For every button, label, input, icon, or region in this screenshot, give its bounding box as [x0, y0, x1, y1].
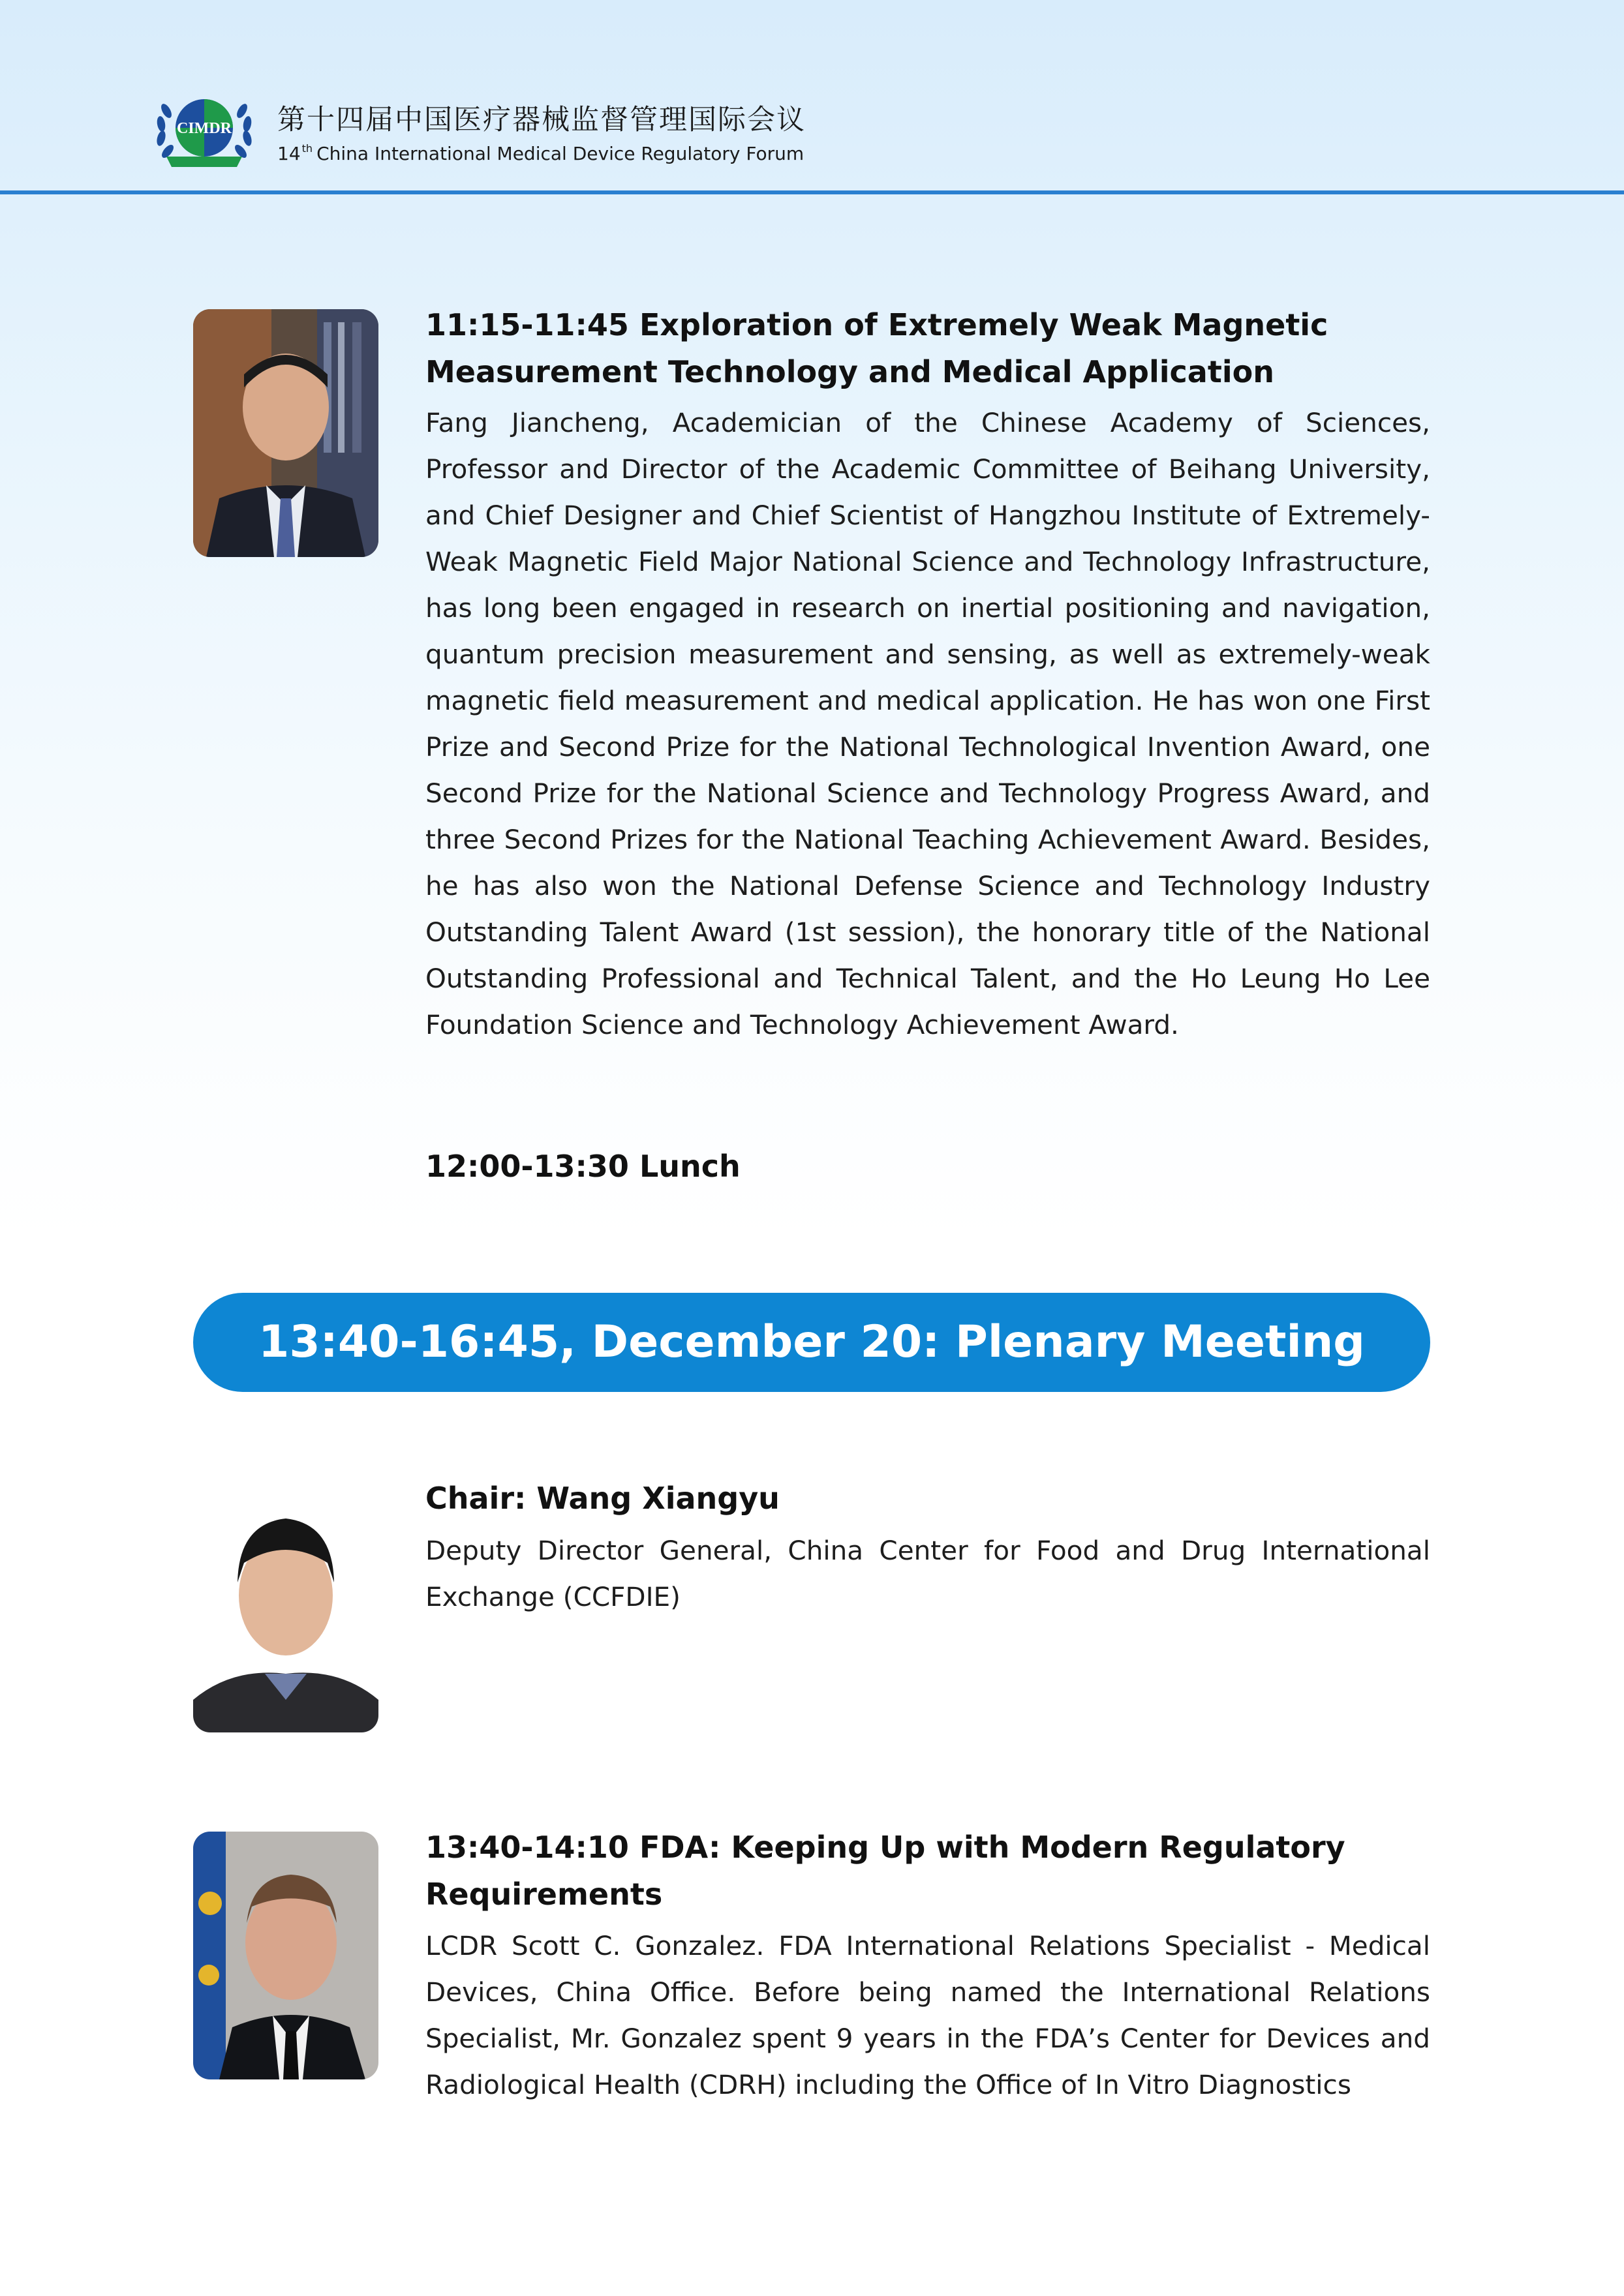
speaker-bio-fang: Fang Jiancheng, Academician of the Chinese Academy of Sciences, Professor and Director of the Academic Committee of Beihang University, and Chief Designer and Chief Scientist of Hangzhou Institute of Extremely-Weak Magnetic Field Major National Science and Technology Infrastructure, has long been engaged in research on inertial positioning and navigation, quantum precision measurement and sensing, as well as extremely-weak magnetic field measurement and medical application. He has won one First Prize and Second Prize for the National Technological Invention Award, one Second Prize for the National Science and Technology Progress Award, and three Second Prizes for the National Teaching Achievement Award. Besides, he has also won the National Defense Science and Technology Industry Outstanding Talent Award (1st session), the honorary title of the National Outstanding Professional and Technical Talent, and the Ho Leung Ho Lee Foundation Science and Technology Achievement Award.: [425, 407, 1430, 1040]
speaker-bio-gonzalez: LCDR Scott C. Gonzalez. FDA International Relations Specialist - Medical Devices, China Office. Before being named the International Relations Specialist, Mr. Gonzalez spent 9 years in the FDA’s Center for Devices and Radiological Health (CDRH) including the Office of In Vitro Diagnostics: [425, 1930, 1430, 2100]
header-title-cn: 第十四届中国医疗器械监督管理国际会议: [277, 104, 806, 136]
page-header: [0, 0, 1624, 193]
plenary-banner-text: 13:40-16:45, December 20: Plenary Meeting: [258, 1316, 1365, 1368]
edition-number: 14: [277, 143, 301, 164]
edition-suffix: th: [301, 142, 313, 155]
session-title-magnetic: 11:15-11:45 Exploration of Extremely Weak Magnetic Measurement Technology and Medical Application: [425, 307, 1328, 389]
talk-title-fda: 13:40-14:10 FDA: Keeping Up with Modern Regulatory Requirements: [425, 1830, 1345, 1912]
header-title-en: [277, 142, 804, 164]
chair-bio: Deputy Director General, China Center for Food and Drug International Exchange (CCFDIE): [425, 1535, 1430, 1612]
speaker-photo-gonzalez: [193, 1832, 378, 2079]
chair-title: Chair: Wang Xiangyu: [425, 1481, 780, 1516]
plenary-banner: [193, 1293, 1430, 1392]
header-divider: [0, 190, 1624, 194]
session-title-lunch: 12:00-13:30 Lunch: [425, 1149, 741, 1184]
svg-text:CIMDR: CIMDR: [177, 120, 232, 137]
forum-name: China International Medical Device Regulatory Forum: [316, 143, 804, 164]
speaker-photo-fang: [193, 309, 378, 557]
chair-photo-wang: [193, 1485, 378, 1732]
cimdr-logo-icon: [152, 91, 256, 172]
